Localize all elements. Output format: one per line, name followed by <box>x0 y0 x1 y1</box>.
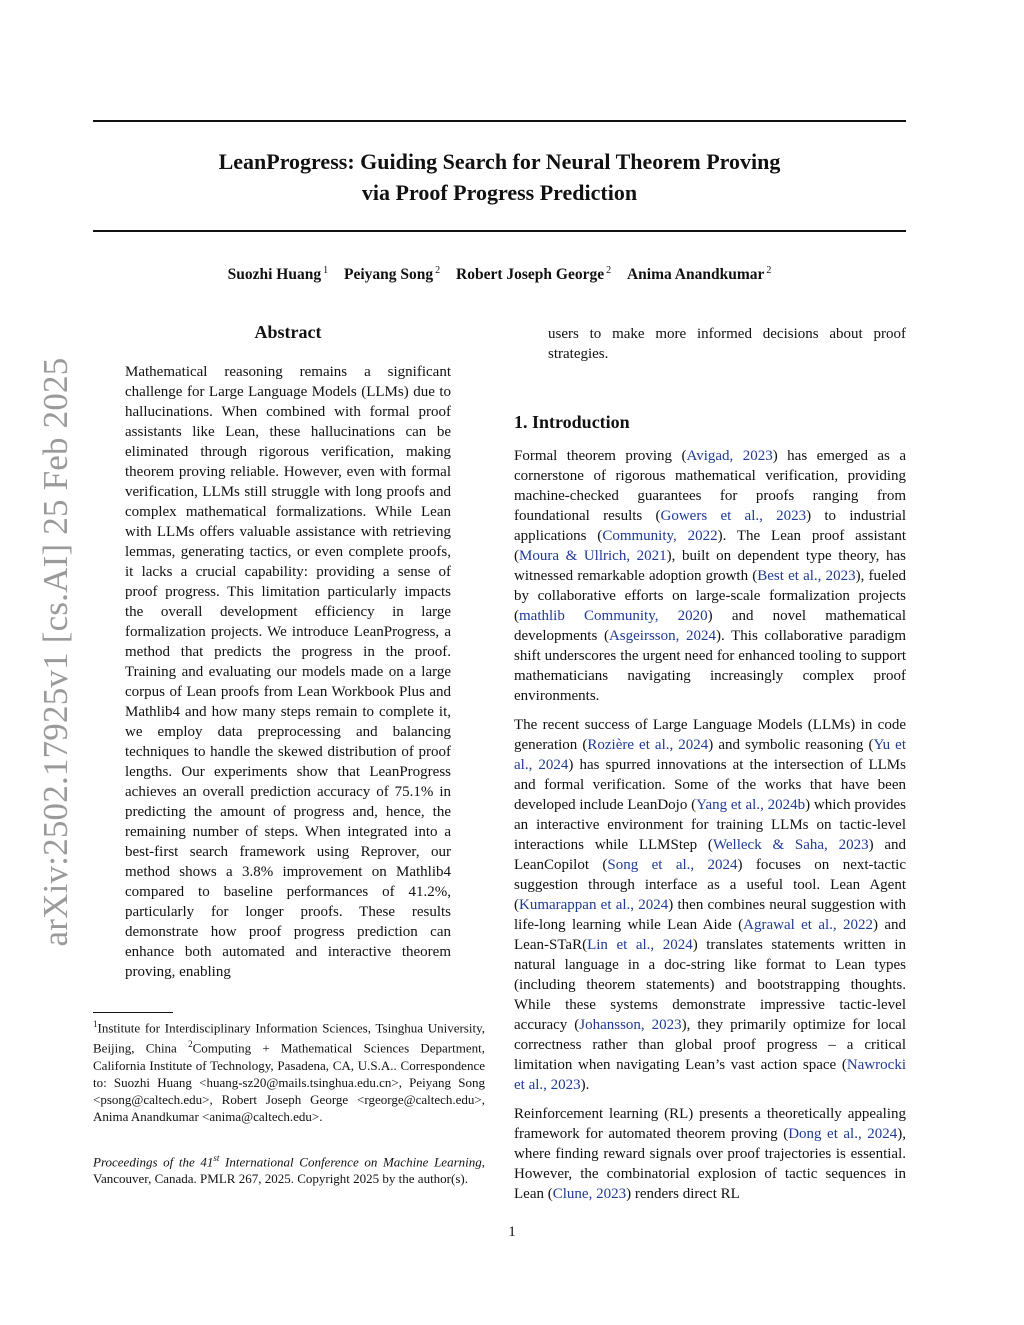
arxiv-identifier-stamp: arXiv:2502.17925v1 [cs.AI] 25 Feb 2025 <box>36 357 75 947</box>
proceedings-number: 41 <box>200 1154 214 1170</box>
citation-link[interactable]: Best et al., 2023 <box>757 568 856 584</box>
citation-link[interactable]: Lin et al., 2024 <box>587 937 693 953</box>
page-number: 1 <box>508 1224 516 1240</box>
paragraph-text: Formal theorem proving ( <box>514 448 687 464</box>
introduction-paragraph-2 <box>514 715 906 1095</box>
paragraph-text: ) and LeanCopilot ( <box>514 837 906 873</box>
citation-link[interactable]: Gowers et al., 2023 <box>660 508 807 524</box>
introduction-heading: 1. Introduction <box>514 412 630 432</box>
citation-link[interactable]: Dong et al., 2024 <box>788 1126 898 1142</box>
author <box>456 266 611 283</box>
author <box>627 266 771 283</box>
citation-link[interactable]: Yu et al., 2024 <box>514 737 906 773</box>
title-bottom-rule <box>93 230 906 232</box>
citation-link[interactable]: Asgeirsson, 2024 <box>608 628 717 644</box>
introduction-paragraph-3 <box>514 1104 906 1204</box>
author-affiliation-mark: 2 <box>606 265 612 276</box>
citation-link[interactable]: Yang et al., 2024b <box>696 797 806 813</box>
citation-link[interactable]: Johansson, 2023 <box>579 1017 682 1033</box>
author-name: Suozhi Huang <box>227 266 322 284</box>
paragraph-text: ), they primarily optimize for local correctness rather than global proof progress – a critical limitation when navigating Lean’s vast action space ( <box>514 1017 906 1073</box>
citation-link[interactable]: Kumarappan et al., 2024 <box>519 897 669 913</box>
author <box>344 266 440 283</box>
paragraph-text: ) has spurred innovations at the intersection of LLMs and formal verification. Some of the works that have been developed include LeanDojo ( <box>514 757 906 813</box>
introduction-paragraph-1 <box>514 446 906 706</box>
paragraph-text: ). <box>580 1077 590 1093</box>
author-affiliation-mark: 1 <box>323 265 329 276</box>
left-column <box>125 320 451 982</box>
paragraph-text: ), built on dependent type theory, has witnessed remarkable adoption growth ( <box>514 548 906 584</box>
author <box>228 266 328 283</box>
paragraph-text: ) focuses on next-tactic suggestion through interface as a useful tool. Lean Agent ( <box>514 857 906 913</box>
citation-link[interactable]: Avigad, 2023 <box>686 448 773 464</box>
paragraph-text: ) renders direct RL <box>626 1186 740 1202</box>
citation-link[interactable]: Clune, 2023 <box>552 1186 627 1202</box>
citation-link[interactable]: Agrawal et al., 2022 <box>743 917 873 933</box>
citation-link[interactable]: mathlib Community, 2020 <box>519 608 708 624</box>
footnote-mark: 2 <box>188 1039 193 1050</box>
paragraph-text: ) has emerged as a cornerstone of rigorous mathematical verification, providing machine-checked guarantees for proofs ranging from foundational results ( <box>514 448 906 524</box>
title-line-1: LeanProgress: Guiding Search for Neural Theorem Proving <box>218 149 781 174</box>
proceedings-prefix: Proceedings of the <box>93 1154 201 1170</box>
affiliation-2-and-correspondence: Computing + Mathematical Sciences Department, California Institute of Technology, Pasadena, CA, U.S.A.. Correspondence to: Suozhi Huang <huang-sz20@mails.tsinghua.edu.cn>, Peiyang Song <psong@caltech.edu>, Robert Joseph George <rgeorge@caltech.edu>, Anima Anandkumar <anima@caltech.edu>. <box>93 1040 485 1124</box>
paragraph-text: ), where finding reward signals over proof trajectories is essential. However, the combinatorial explosion of tactic sequences in Lean ( <box>514 1126 906 1202</box>
abstract-continuation: users to make more informed decisions about proof strategies. <box>548 326 906 362</box>
author-name: Robert Joseph George <box>456 266 605 284</box>
footnote-rule <box>93 1012 173 1013</box>
paragraph-text: ). The Lean proof assistant ( <box>514 528 906 564</box>
title-line-2: via Proof Progress Prediction <box>361 180 638 205</box>
paragraph-text: Reinforcement learning (RL) presents a theoretically appealing framework for automated theorem proving ( <box>514 1106 906 1142</box>
paragraph-text: The recent success of Large Language Models (LLMs) in code generation ( <box>514 717 906 753</box>
paragraph-text: ) to industrial applications ( <box>514 508 906 544</box>
affiliation-1: Institute for Interdisciplinary Information Sciences, Tsinghua University, Beijing, China <box>93 1020 485 1056</box>
title-top-rule <box>93 120 906 122</box>
citation-link[interactable]: Moura & Ullrich, 2021 <box>519 548 667 564</box>
paragraph-text: ) which provides an interactive environment for training LLMs on tactic-level interactions while LLMStep ( <box>514 797 907 853</box>
footnote-mark: 1 <box>93 1019 98 1029</box>
paragraph-text: ). This collaborative paradigm shift underscores the urgent need for enhanced tooling to support mathematicians navigating increasingly complex proof environments. <box>514 628 907 704</box>
paragraph-text: ), fueled by collaborative efforts on large-scale formalization projects ( <box>514 568 906 624</box>
paragraph-text: ) then combines neural suggestion with life-long learning while Lean Aide ( <box>514 897 906 933</box>
proceedings-ordinal: st <box>213 1153 220 1163</box>
paragraph-text: ) and Lean-STaR( <box>514 917 906 953</box>
abstract-heading: Abstract <box>254 322 322 342</box>
author-affiliation-mark: 2 <box>435 265 441 276</box>
author-list <box>93 265 906 284</box>
citation-link[interactable]: Song et al., 2024 <box>607 857 738 873</box>
author-name: Peiyang Song <box>343 266 434 284</box>
paper-title <box>93 146 906 208</box>
abstract-body: Mathematical reasoning remains a significant challenge for Large Language Models (LLMs) due to hallucinations. When combined with formal proof assistants like Lean, these hallucinations can be eliminated through rigorous verification, making theorem proving reliable. However, even with formal verification, LLMs still struggle with long proofs and complex mathematical formalizations. While Lean with LLMs offers valuable assistance with retrieving lemmas, generating tactics, or even complete proofs, it lacks a crucial capability: providing a sense of proof progress. This limitation particularly impacts the overall development efficiency in large formalization projects. We introduce LeanProgress, a method that predicts the progress in the proof. Training and evaluating our models made on a large corpus of Lean proofs from Lean Workbook Plus and Mathlib4 and how many steps remain to complete it, we employ data preprocessing and balancing techniques to handle the skewed distribution of proof lengths. Our experiments show that LeanProgress achieves an overall prediction accuracy of 75.1% in predicting the amount of progress and, hence, the remaining number of steps. When integrated into a best-first search framework using Reprover, our method shows a 3.8% improvement on Mathlib4 compared to baseline performances of 41.2%, particularly for longer proofs. These results demonstrate how proof progress prediction can enhance both automated and interactive theorem proving, enabling <box>125 364 451 980</box>
citation-link[interactable]: Rozière et al., 2024 <box>587 737 709 753</box>
paragraph-text: ) translates statements written in natural language in a doc-string like format to Lean types (including theorem statements) and bootstrapping thoughts. While these systems demonstrate impressive tactic-level accuracy ( <box>514 937 906 1033</box>
citation-link[interactable]: Nawrocki et al., 2023 <box>514 1057 906 1093</box>
author-name: Anima Anandkumar <box>626 266 765 284</box>
citation-link[interactable]: Community, 2022 <box>602 528 718 544</box>
citation-link[interactable]: Welleck & Saha, 2023 <box>712 837 869 853</box>
author-affiliation-mark: 2 <box>766 265 772 276</box>
paragraph-text: ) and symbolic reasoning ( <box>708 737 874 753</box>
right-column <box>514 324 906 1204</box>
proceedings-note <box>93 1150 485 1187</box>
affiliation-footnote <box>93 1016 485 1125</box>
paragraph-text: ) and novel mathematical developments ( <box>514 608 906 644</box>
proceedings-conference: International Conference on Machine Learning <box>219 1154 482 1170</box>
proceedings-details: , Vancouver, Canada. PMLR 267, 2025. Copyright 2025 by the author(s). <box>93 1154 485 1187</box>
